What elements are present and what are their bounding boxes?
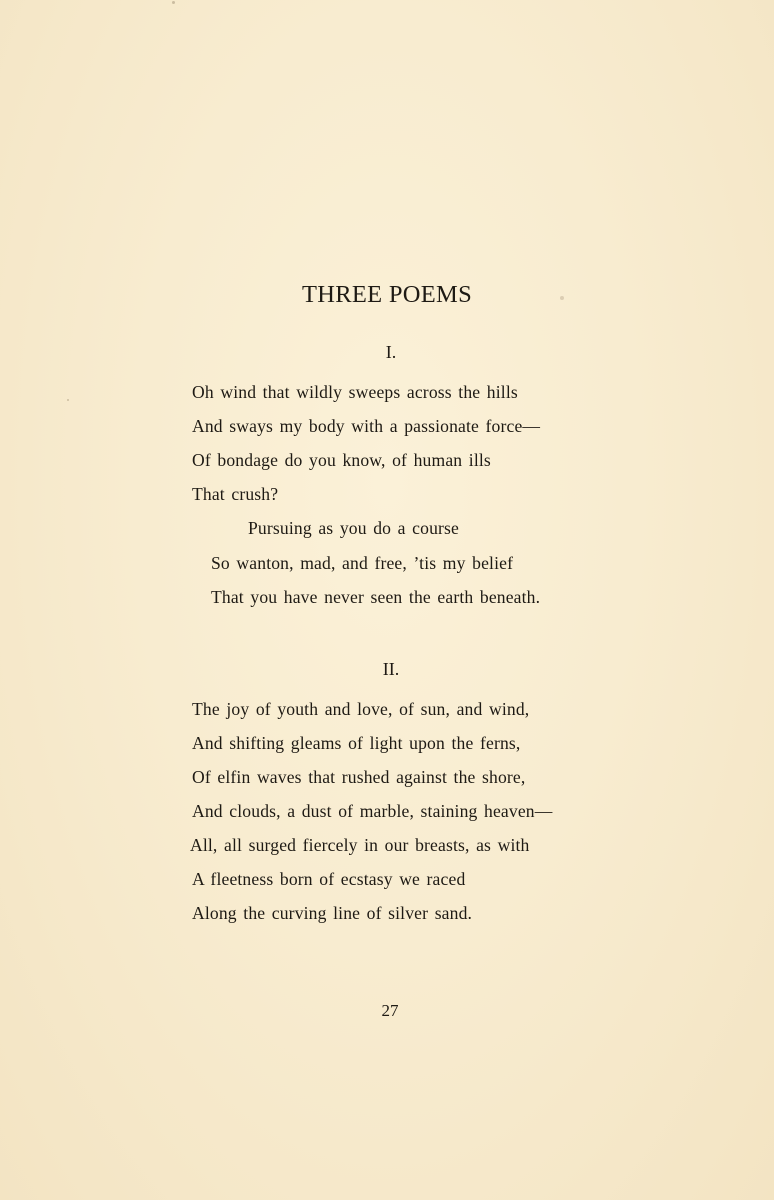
poem-line: The joy of youth and love, of sun, and wind, xyxy=(192,699,530,719)
paper-speck xyxy=(172,1,175,4)
poem-line: Along the curving line of silver sand. xyxy=(192,903,473,923)
poem-line: And clouds, a dust of marble, staining heaven— xyxy=(192,801,553,821)
paper-speck xyxy=(67,399,69,401)
poem-line: Oh wind that wildly sweeps across the hills xyxy=(192,382,518,402)
poem-line: That you have never seen the earth beneath. xyxy=(211,587,541,607)
poem-line: Of elfin waves that rushed against the shore, xyxy=(192,767,526,787)
poem-title: THREE POEMS xyxy=(301,281,473,308)
poem-line: So wanton, mad, and free, ’tis my belief xyxy=(211,553,514,573)
poem-line: And shifting gleams of light upon the ferns, xyxy=(192,733,521,753)
poem-line: All, all surged fiercely in our breasts, as with xyxy=(190,835,530,855)
poem-line: A fleetness born of ecstasy we raced xyxy=(192,869,466,889)
poem-line: And sways my body with a passionate force— xyxy=(192,416,541,436)
section-numeral-2: II. xyxy=(382,659,400,679)
section-numeral-1: I. xyxy=(385,342,397,362)
poem-line: Pursuing as you do a course xyxy=(248,518,459,538)
poem-line: Of bondage do you know, of human ills xyxy=(192,450,491,470)
page-number: 27 xyxy=(381,1001,399,1020)
poem-line: That crush? xyxy=(192,484,279,504)
